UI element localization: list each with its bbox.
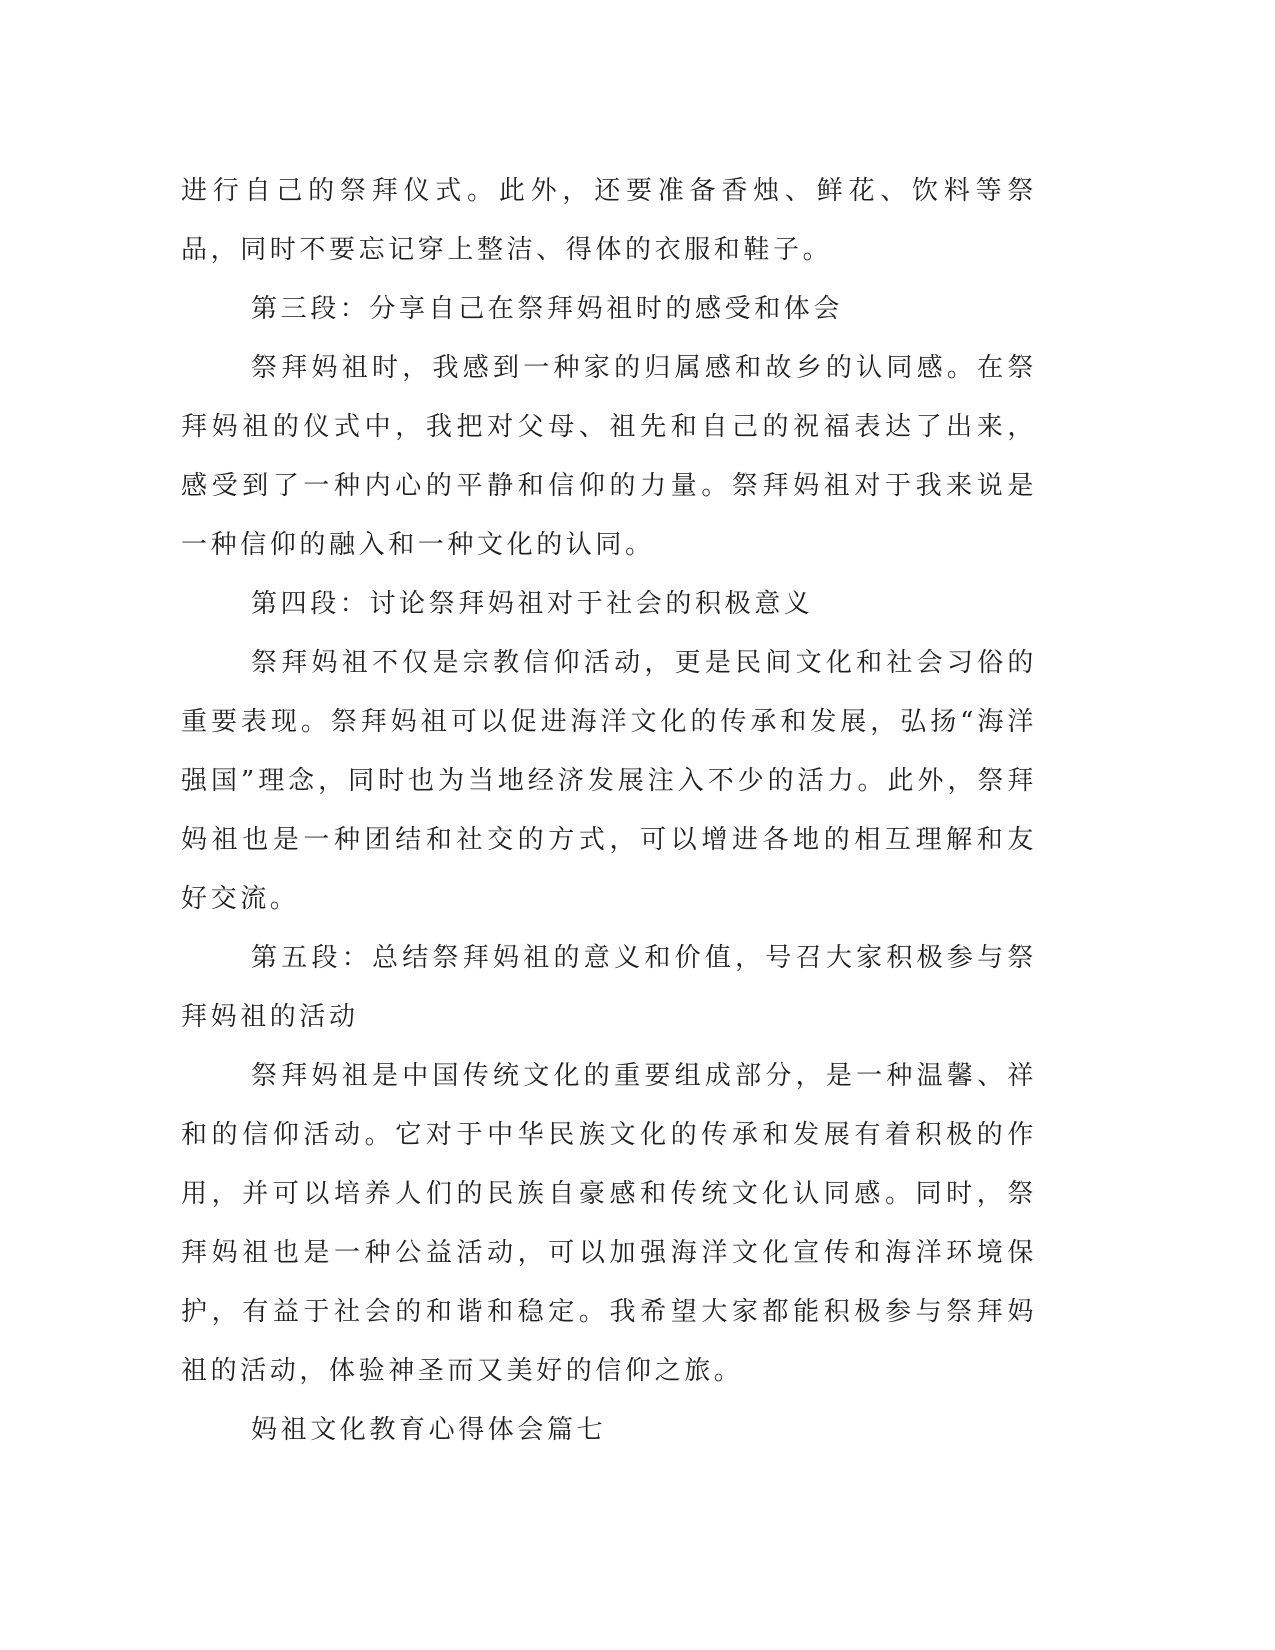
- body-paragraph: 祭拜妈祖时，我感到一种家的归属感和故乡的认同感。在祭拜妈祖的仪式中，我把对父母、祖先和自己的祝福表达了出来，感受到了一种内心的平静和信仰的力量。祭拜妈祖对于我来说是一种信仰的融入和一种文化的认同。: [181, 353, 1037, 560]
- chapter-title: 妈祖文化教育心得体会篇七: [251, 1415, 607, 1445]
- section-heading-4: 第四段：讨论祭拜妈祖对于社会的积极意义: [251, 589, 814, 619]
- section-heading-5: 第五段：总结祭拜妈祖的意义和价值，号召大家积极参与祭拜妈祖的活动: [181, 943, 1037, 1032]
- document-body: [181, 162, 1037, 1460]
- section-heading-3: 第三段：分享自己在祭拜妈祖时的感受和体会: [251, 294, 844, 324]
- body-paragraph-continuation: 进行自己的祭拜仪式。此外，还要准备香烛、鲜花、饮料等祭品，同时不要忘记穿上整洁、得体的衣服和鞋子。: [181, 176, 1037, 265]
- body-paragraph: 祭拜妈祖不仅是宗教信仰活动，更是民间文化和社会习俗的重要表现。祭拜妈祖可以促进海洋文化的传承和发展，弘扬“海洋强国”理念，同时也为当地经济发展注入不少的活力。此外，祭拜妈祖也是一种团结和社交的方式，可以增进各地的相互理解和友好交流。: [181, 648, 1037, 914]
- body-paragraph: 祭拜妈祖是中国传统文化的重要组成部分，是一种温馨、祥和的信仰活动。它对于中华民族文化的传承和发展有着积极的作用，并可以培养人们的民族自豪感和传统文化认同感。同时，祭拜妈祖也是一种公益活动，可以加强海洋文化宣传和海洋环境保护，有益于社会的和谐和稳定。我希望大家都能积极参与祭拜妈祖的活动，体验神圣而又美好的信仰之旅。: [181, 1061, 1037, 1386]
